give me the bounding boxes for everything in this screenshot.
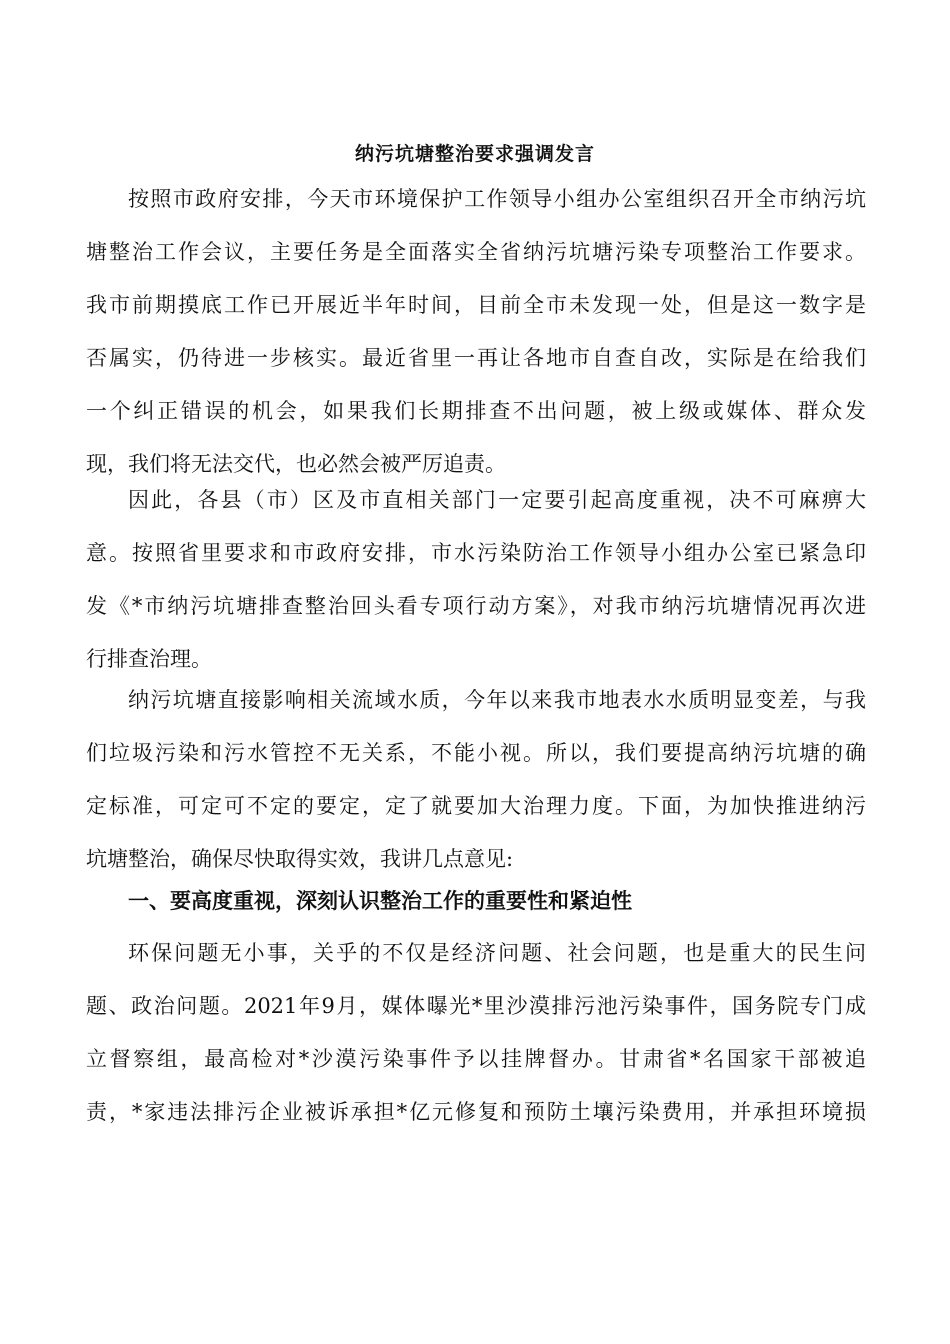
paragraph-4 xyxy=(86,927,866,1139)
document-title: 纳污坑塘整治要求强调发言 xyxy=(354,143,595,165)
paragraph-1-line-4: 否属实，仍待进一步核实。最近省里一再让各地市自查自改，实际是在给我们 xyxy=(86,346,866,370)
paragraph-3-line-3: 定标准，可定可不定的要定，定了就要加大治理力度。下面，为加快推进纳污 xyxy=(86,794,866,818)
paragraph-3-line-2: 们垃圾污染和污水管控不无关系，不能小视。所以，我们要提高纳污坑塘的确 xyxy=(86,741,866,765)
paragraph-4-line-3: 立督察组，最高检对*沙漠污染事件予以挂牌督办。甘肃省*名国家干部被追 xyxy=(86,1047,866,1071)
paragraph-1-line-2: 塘整治工作会议，主要任务是全面落实全省纳污坑塘污染专项整治工作要求。 xyxy=(86,240,866,264)
paragraph-3 xyxy=(86,674,866,886)
paragraph-2-line-2: 意。按照省里要求和市政府安排，市水污染防治工作领导小组办公室已紧急印 xyxy=(86,541,866,565)
paragraph-2 xyxy=(86,474,866,686)
paragraph-4-line-4: 责，*家违法排污企业被诉承担*亿元修复和预防土壤污染费用，并承担环境损 xyxy=(86,1100,866,1124)
paragraph-1-line-5: 一个纠正错误的机会，如果我们长期排查不出问题，被上级或媒体、群众发 xyxy=(86,399,866,423)
paragraph-4-line-1: 环保问题无小事，关乎的不仅是经济问题、社会问题，也是重大的民生问 xyxy=(128,941,866,965)
paragraph-2-line-4: 行排查治理。 xyxy=(86,647,212,671)
paragraph-3-line-4: 坑塘整治，确保尽快取得实效，我讲几点意见: xyxy=(86,847,514,871)
section-heading-wrapper xyxy=(86,874,866,927)
section-heading-1: 一、要高度重视，深刻认识整治工作的重要性和紧迫性 xyxy=(128,888,632,913)
paragraph-1-line-3: 我市前期摸底工作已开展近半年时间，目前全市未发现一处，但是这一数字是 xyxy=(86,293,866,317)
paragraph-1 xyxy=(86,173,866,491)
paragraph-2-line-3: 发《*市纳污坑塘排查整治回头看专项行动方案》，对我市纳污坑塘情况再次进 xyxy=(86,594,866,618)
paragraph-2-line-1: 因此，各县（市）区及市直相关部门一定要引起高度重视，决不可麻痹大 xyxy=(128,488,866,512)
paragraph-1-line-1: 按照市政府安排，今天市环境保护工作领导小组办公室组织召开全市纳污坑 xyxy=(128,187,866,211)
paragraph-4-line-2: 题、政治问题。2021年9月，媒体曝光*里沙漠排污池污染事件，国务院专门成 xyxy=(86,994,866,1018)
paragraph-3-line-1: 纳污坑塘直接影响相关流域水质，今年以来我市地表水水质明显变差，与我 xyxy=(128,688,866,712)
paragraph-1-line-6: 现，我们将无法交代，也必然会被严厉追责。 xyxy=(86,452,506,476)
